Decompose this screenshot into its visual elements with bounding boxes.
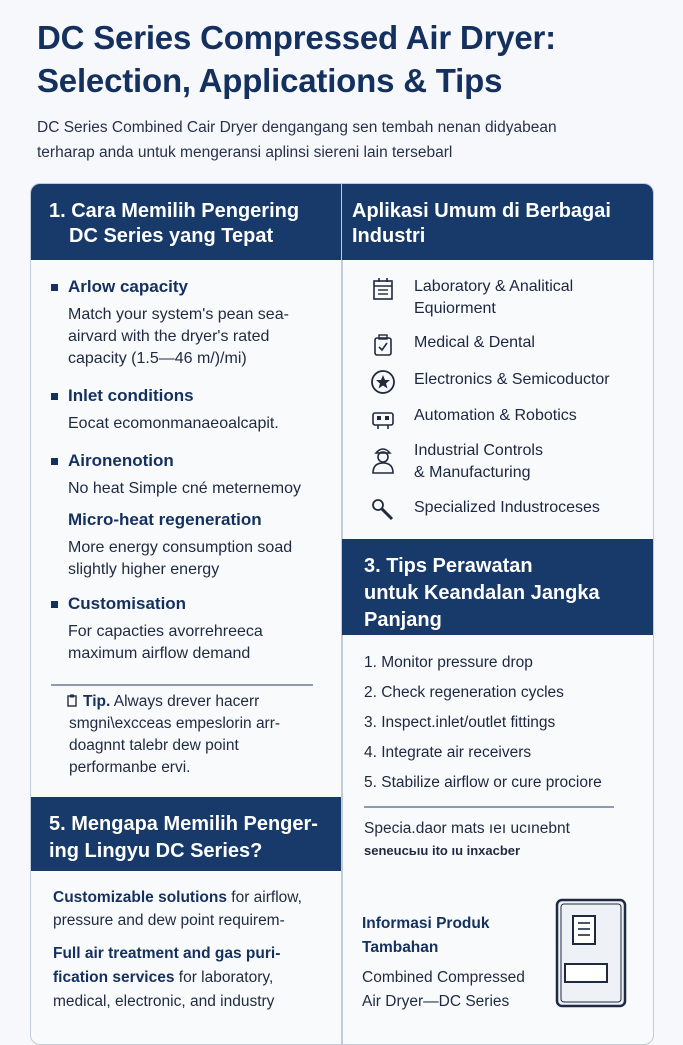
list-item: 1. Monitor pressure drop <box>364 654 533 671</box>
list-item-capacity <box>68 276 338 370</box>
app-label-line: & Manufacturing <box>414 464 531 481</box>
list-item-regeneration <box>68 450 338 500</box>
item-body-line: maximum airflow demand <box>68 645 251 662</box>
paragraph-text: for airflow, <box>226 889 302 906</box>
title-line-1: DC Series Compressed Air Dryer: <box>37 19 556 56</box>
product-info <box>362 912 552 1014</box>
item-title: Aironenotion <box>68 451 174 470</box>
app-label <box>414 276 654 320</box>
list-item: 4. Integrate air receivers <box>364 744 532 761</box>
bullet-marker <box>51 284 58 291</box>
title-line-2: Selection, Applications & Tips <box>37 62 503 99</box>
section2-heading-line-2: Industri <box>352 225 426 247</box>
product-desc-line: Air Dryer—DC Series <box>362 993 510 1010</box>
app-label <box>414 332 654 354</box>
highlight-text: Full air treatment and gas puri- <box>53 945 281 962</box>
tip-line-1 <box>69 691 339 713</box>
app-item-medical <box>370 332 654 360</box>
list-item-micro-heat <box>68 509 338 581</box>
intro-line-2: terharap anda untuk mengeransi aplinsi siereni lain tersebarl <box>37 144 453 161</box>
app-label-line: Industrial Controls <box>414 442 543 459</box>
electronics-icon <box>370 369 396 395</box>
robotics-icon <box>370 405 396 431</box>
app-label <box>414 440 654 484</box>
tip-line-4: performanbe ervi. <box>69 759 191 776</box>
app-label <box>414 497 654 519</box>
app-label-line: Specialized Industroceses <box>414 499 600 516</box>
section5-paragraph-1 <box>53 886 338 932</box>
item-title: Inlet conditions <box>68 386 194 405</box>
medical-icon <box>370 332 396 358</box>
section2-header <box>342 184 653 260</box>
item-body-line: For capacties avorrehreeca <box>68 623 263 640</box>
list-item-inlet <box>68 385 338 435</box>
highlight-text: fication services <box>53 969 175 986</box>
list-item: 5. Stabilize airflow or cure prociore <box>364 774 602 791</box>
tip-line-2: smgni\excceas empeslorin arr- <box>69 715 281 732</box>
note-line-1: Specia.daor mats ıeı ucınebnt <box>364 820 570 837</box>
highlight-text: Customizable solutions <box>53 889 227 906</box>
maintenance-note <box>364 818 649 862</box>
intro-line-1: DC Series Combined Cair Dryer dengangang sen tembah nenan didyabean <box>37 119 557 136</box>
item-body-line: Match your system's pean sea- <box>68 306 289 323</box>
bullet-marker <box>51 601 58 608</box>
section5-paragraph-2 <box>53 942 338 1014</box>
section3-heading-line-2: untuk Keandalan Jangka <box>364 582 600 604</box>
app-item-laboratory <box>370 276 654 322</box>
tip-label: Tip. <box>83 693 111 710</box>
section1-heading-line-1: 1. Cara Memilih Pengering <box>49 200 300 222</box>
app-label-line: Equiorment <box>414 300 496 317</box>
section3-heading-line-1: 3. Tips Perawatan <box>364 555 533 577</box>
app-label-line: Automation & Robotics <box>414 407 577 424</box>
intro-text <box>37 115 657 165</box>
app-label-line: Electronics & Semicoductor <box>414 371 610 388</box>
item-title: Arlow capacity <box>68 277 188 296</box>
item-body-line: airvard with the dryer's rated <box>68 328 270 345</box>
section3-heading-line-3: Panjang <box>364 609 442 631</box>
bullet-marker <box>51 458 58 465</box>
worker-icon <box>370 444 396 470</box>
list-item: 3. Inspect.inlet/outlet fittings <box>364 714 556 731</box>
paragraph-line <box>53 886 338 909</box>
section1-heading-line-2: DC Series yang Tepat <box>69 225 274 247</box>
tip-line-1-text: Always drever hacerr <box>113 693 260 710</box>
app-label-line: Laboratory & Analitical <box>414 278 574 295</box>
item-title: Micro-heat regeneration <box>68 510 262 529</box>
wrench-icon <box>370 497 396 523</box>
section5-heading-line-2: ing Lingyu DC Series? <box>49 840 263 862</box>
item-body-line: More energy consumption soad <box>68 539 293 556</box>
product-desc-line: Combined Compressed <box>362 969 525 986</box>
list-item-customisation <box>68 593 338 665</box>
item-body-line: Eocat ecomonmanaeoalcapit. <box>68 415 279 432</box>
maintenance-tips-list <box>364 652 649 802</box>
app-item-electronics <box>370 369 654 397</box>
divider-line <box>51 684 313 686</box>
paragraph-line: medical, electronic, and industry <box>53 993 275 1010</box>
note-line-2: seneucьıu ito ıu inxacber <box>364 843 521 858</box>
dryer-unit-icon <box>555 898 629 1010</box>
paragraph-line <box>53 966 338 990</box>
bullet-marker <box>51 393 58 400</box>
paragraph-line: pressure and dew point requirem- <box>53 912 285 929</box>
list-item: 2. Check regeneration cycles <box>364 684 564 701</box>
item-body-line: No heat Simple cné meternemoy <box>68 480 301 497</box>
page-title <box>37 16 657 102</box>
item-title: Customisation <box>68 594 187 613</box>
section5-heading-line-1: 5. Mengapa Memilih Penger- <box>49 813 318 835</box>
product-title-line: Tambahan <box>362 939 439 956</box>
content-frame <box>30 183 654 1045</box>
lab-equipment-icon <box>370 276 396 302</box>
section3-header <box>342 539 653 635</box>
divider-line <box>364 806 614 808</box>
app-label <box>414 369 654 391</box>
item-body-line: capacity (1.5—46 m/)/mi) <box>68 350 247 367</box>
app-item-automation <box>370 405 654 433</box>
paragraph-text: for laboratory, <box>174 969 274 986</box>
section5-header <box>31 797 341 871</box>
app-label-line: Medical & Dental <box>414 334 535 351</box>
section2-heading-line-1: Aplikasi Umum di Berbagai <box>352 200 611 222</box>
app-item-industrial <box>370 440 654 486</box>
tip-text <box>69 691 339 779</box>
tip-line-3: doagnnt talebr dew point <box>69 737 239 754</box>
app-item-specialized <box>370 497 654 525</box>
section1-header <box>31 184 341 260</box>
product-title-line: Informasi Produk <box>362 915 490 932</box>
item-body-line: slightly higher energy <box>68 561 220 578</box>
app-label <box>414 405 654 427</box>
